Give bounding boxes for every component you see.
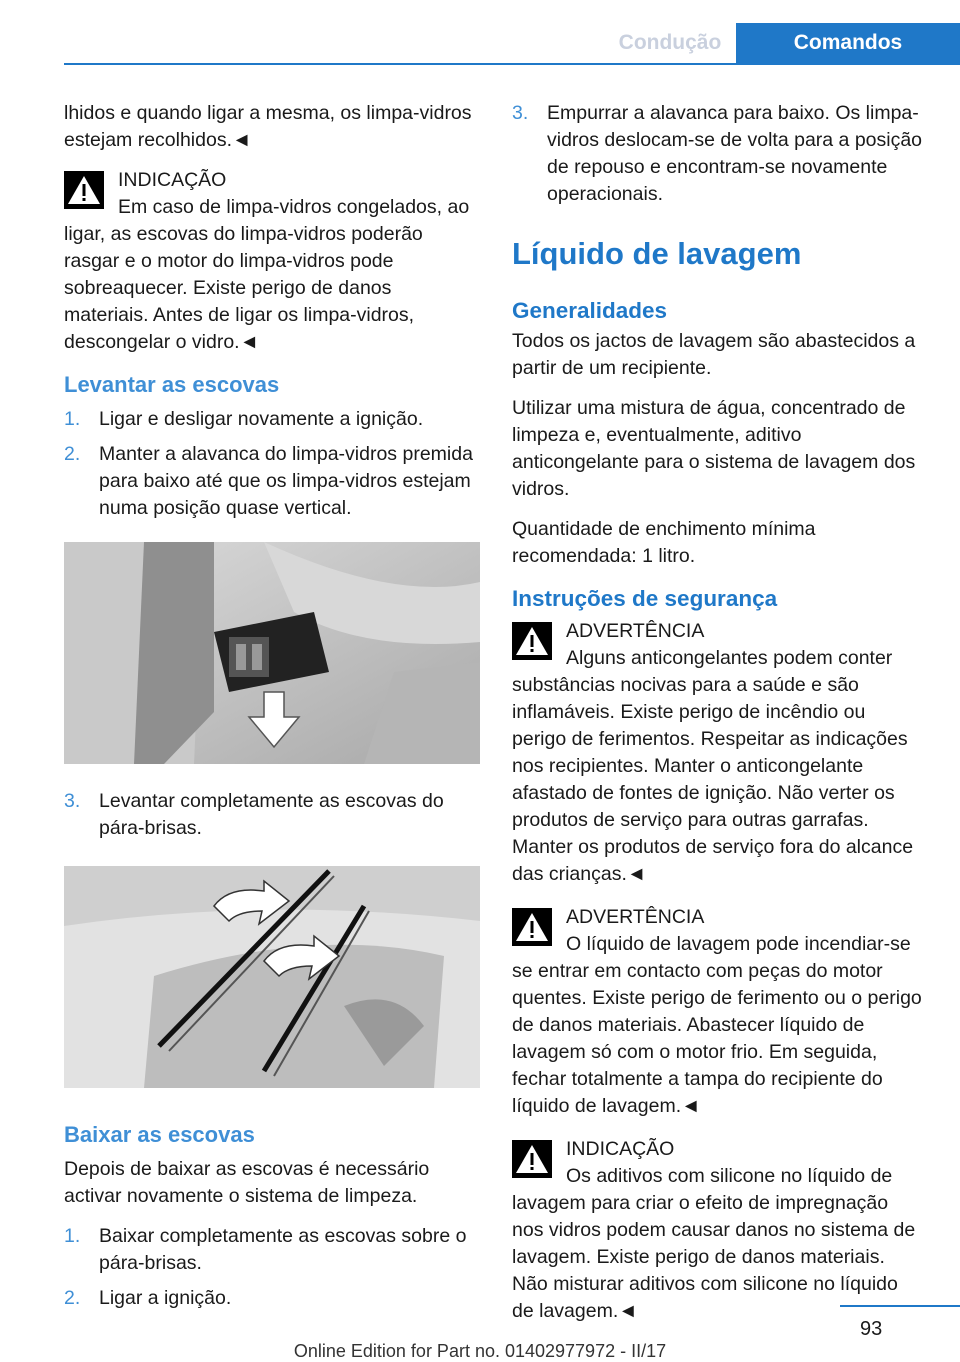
general-paragraph: Quantidade de enchimento mínima recomendada: 1 litro. [512, 518, 816, 567]
warning-text: Alguns anticongelantes podem conter substâncias nocivas para a saúde e são inflamáveis. Existe perigo de incêndio ou perigo de ferimentos. Respeitar as indicações nos recipientes. Manter o anticongelante afastado de fontes de ignição. Não verter os produtos de serviço para outras garrafas. Manter os produtos de serviço fora do alcance das crianças.◄ [512, 647, 914, 885]
step-number: 3. [512, 102, 529, 124]
note-text: Os aditivos com silicone no líquido de lavagem para criar o efeito de impregnação nos vidros podem causar danos no sistema de lavagem. Existe perigo de danos materiais. Não misturar aditivos com silicone no líquido de lavagem.◄ [512, 1165, 916, 1322]
page-header [604, 23, 960, 63]
step-text: Baixar completamente as escovas sobre o pára-brisas. [99, 1225, 467, 1274]
general-paragraph: Utilizar uma mistura de água, concentrado de limpeza e, eventualmente, aditivo anticongelante para o sistema de lavagem dos vidros. [512, 397, 916, 500]
step-text: Ligar e desligar novamente a ignição. [99, 408, 424, 430]
warning-triangle-icon [512, 622, 552, 660]
step-number: 2. [64, 1287, 81, 1309]
chapter-tab: Comandos [736, 23, 960, 63]
safety-heading: Instruções de segurança [512, 586, 778, 611]
step-number: 1. [64, 1225, 81, 1247]
raise-steps [64, 406, 480, 522]
footer-rule [840, 1305, 960, 1307]
lower-text: Depois de baixar as escovas é necessário activar novamente o sistema de limpeza. [64, 1158, 430, 1207]
step-text: Empurrar a alavanca para baixo. Os limpa-vidros deslocam-se de volta para a posição de repouso e encontram-se novamente operacionais. [547, 102, 923, 205]
section-tab: Condução [618, 31, 722, 54]
lower-heading: Baixar as escovas [64, 1122, 255, 1147]
step-number: 3. [64, 790, 81, 812]
note-text: Em caso de limpa-vidros congelados, ao ligar, as escovas do limpa-vidros poderão rasgar e o motor do limpa-vidros pode sobreaquecer. Existe perigo de danos materiais. Antes de ligar os limpa-vidros, descongelar o vidro.◄ [64, 196, 470, 353]
edition-footer: Online Edition for Part no. 01402977972 - II/17 [293, 1341, 667, 1361]
page-number: 93 [860, 1318, 883, 1340]
list-item [512, 100, 924, 208]
note-title: INDICAÇÃO [118, 169, 227, 191]
general-heading: Generalidades [512, 298, 668, 323]
step-text: Levantar completamente as escovas do pára-brisas. [99, 790, 444, 839]
raise-heading: Levantar as escovas [64, 372, 280, 397]
lower-steps [64, 1223, 480, 1312]
warning-box [512, 618, 924, 888]
note-title: INDICAÇÃO [566, 1138, 675, 1160]
wiper-stalk-illustration [64, 542, 480, 764]
warning-title: ADVERTÊNCIA [566, 906, 705, 928]
main-heading: Líquido de lavagem [512, 236, 802, 271]
intro-text: lhidos e quando ligar a mesma, os limpa-vidros estejam recolhidos.◄ [64, 102, 472, 151]
list-item [64, 1223, 480, 1277]
list-item [64, 1285, 480, 1312]
warning-title: ADVERTÊNCIA [566, 620, 705, 642]
step-text: Manter a alavanca do limpa-vidros premida para baixo até que os limpa-vidros estejam numa posição quase vertical. [99, 443, 473, 519]
warning-triangle-icon [64, 171, 104, 209]
list-item [64, 406, 480, 433]
step-text: Ligar a ignição. [99, 1287, 232, 1309]
header-rule [64, 63, 960, 65]
note-box [64, 167, 480, 356]
warning-box [512, 904, 924, 1120]
warning-triangle-icon [512, 1140, 552, 1178]
step-number: 2. [64, 443, 81, 465]
note-box [512, 1136, 924, 1325]
warning-text: O líquido de lavagem pode incendiar-se se entrar em contacto com peças do motor quentes. Existe perigo de ferimento ou o perigo de danos materiais. Abastecer líquido de lavagem só com o motor frio. Em seguida, fechar totalmente a tampa do recipiente do líquido de lavagem.◄ [512, 933, 922, 1117]
left-column [64, 100, 480, 1324]
wiper-arms-illustration [64, 866, 480, 1088]
list-item [64, 788, 480, 842]
warning-triangle-icon [512, 908, 552, 946]
list-item [64, 441, 480, 522]
right-column [512, 100, 924, 1341]
step-number: 1. [64, 408, 81, 430]
general-paragraph: Todos os jactos de lavagem são abastecidos a partir de um recipiente. [512, 330, 916, 379]
